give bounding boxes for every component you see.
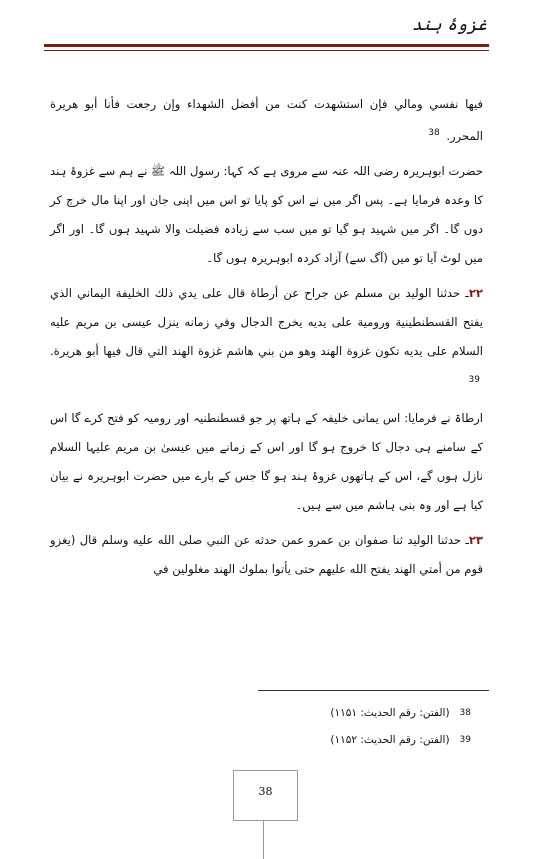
paragraph-3-text: ـ حدثنا الوليد بن مسلم عن جراح عن أرطاة قال على يدي ذلك الخليفة اليماني الذي يفتح القسطنطينية ورومية على يديه يخرج الدجال وفي زمانه ينزل عيسى بن مريم عليه السلام على يديه تكون غزوة الهند وهو من بني هاشم غزوة الهند التي قال فيها أبو هريرة.: [50, 285, 483, 358]
page-number-stem: [263, 820, 264, 859]
paragraph-2-text: حضرت ابوہریرہ رضی اللہ عنہ سے مروی ہے کہ کہا: رسول اللہ ﷺ نے ہم سے غزوۂ ہند کا وعدہ فرمایا ہے۔ پس اگر میں نے اس کو پایا تو اس میں اپنی جان اور اپنا مال خرچ کر دوں گا۔ اگر میں شہید ہو گیا تو میں سب سے زیادہ فضیلت والا شہید ہوں گا۔ اور اگر میں لوٹ آیا تو میں (آگ سے) آزاد کردہ ابوہریرہ ہوں گا۔: [50, 163, 483, 265]
footnote-number: 38: [459, 708, 471, 718]
hadith-number-22: ۲۲: [468, 285, 483, 300]
paragraph-1: [50, 90, 483, 151]
footnote-ref-38[interactable]: 38: [428, 128, 440, 138]
paragraph-4-text: ارطاۃ نے فرمایا: اس یمانی خلیفہ کے ہاتھ پر جو قسطنطنیہ اور رومیہ کو فتح کرے گا اس کے سامنے ہی دجال کا خروج ہو گا اور اس کے زمانے میں عیسیٰ بن مریم علیہا السلام نازل ہوں گے، اس کے ہاتھوں غزوۂ ہند ہو گا جس کے بارے میں حضرت ابوہریرہ نے بیان کیا ہے اور وہ بنی ہاشم میں سے ہیں۔: [50, 410, 483, 512]
header-rule-thick: [44, 44, 489, 47]
footnote-number: 39: [459, 735, 471, 745]
paragraph-3: [50, 279, 483, 398]
footnote-text: (الفتن: رقم الحدیث: ۱۱۵۱): [330, 707, 450, 719]
footnote-text: (الفتن: رقم الحدیث: ۱۱۵۲): [330, 734, 450, 746]
page-header-title: غزوۂ ہند: [411, 15, 487, 35]
hadith-number-23: ۲۳: [468, 532, 483, 547]
page-number: 38: [258, 785, 273, 798]
body-text: [50, 90, 483, 590]
header-rule-thin: [44, 50, 489, 51]
paragraph-5: [50, 526, 483, 584]
footnote-ref-39[interactable]: 39: [468, 374, 480, 385]
paragraph-1-text: فيها نفسي ومالي فإن استشهدت كنت من أفضل الشهداء وإن رجعت فأنا أبو هريرة المحرر.: [50, 97, 483, 143]
footnotes: [50, 700, 471, 754]
footnote-39: [50, 727, 471, 754]
page-number-box: [233, 770, 298, 821]
footnote-38: [50, 700, 471, 727]
paragraph-2: [50, 157, 483, 273]
paragraph-5-text: ـ حدثنا الوليد ثنا صفوان بن عمرو عمن حدثه عن النبي صلى الله عليه وسلم قال (يغزو قوم من أمتي الهند يفتح الله عليهم حتى يأتوا بملوك الهند مغلولين في: [50, 532, 483, 576]
paragraph-4: [50, 404, 483, 520]
footnote-separator: [258, 690, 489, 691]
